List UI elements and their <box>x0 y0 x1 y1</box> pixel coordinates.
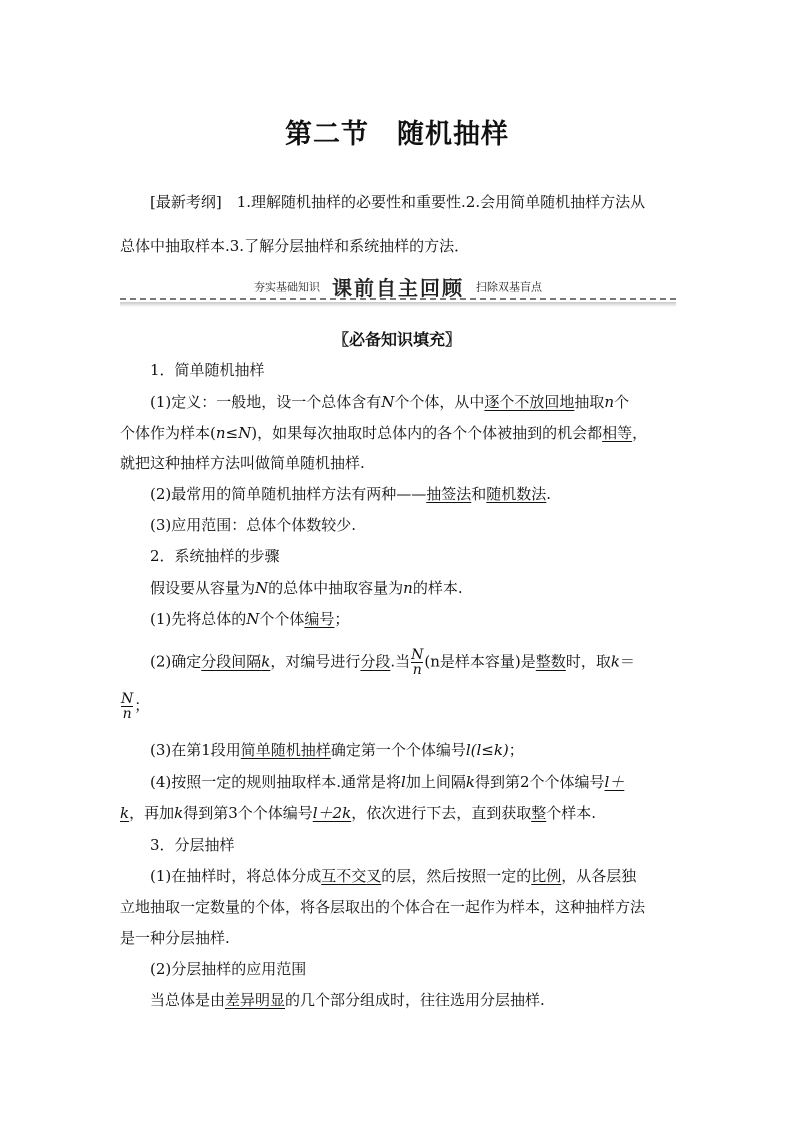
s1-p2: (2)最常用的简单随机抽样方法有两种——抽签法和随机数法. <box>150 485 552 503</box>
s3-p1-line3: 是一种分层抽样. <box>120 929 230 947</box>
s3-p3: 当总体是由差异明显的几个部分组成时，往往选用分层抽样. <box>150 991 545 1009</box>
s3-p1-line1: (1)在抽样时，将总体分成互不交叉的层，然后按照一定的比例，从各层独 <box>150 867 637 885</box>
banner-left: 夯实基础知识 <box>254 280 320 294</box>
s2-step4-line2: k，再加k得到第3个个体编号l＋2k，依次进行下去，直到获取整个样本. <box>120 804 596 822</box>
s3-heading: 3．分层抽样 <box>150 836 235 854</box>
section-banner <box>120 272 676 300</box>
s2-step3: (3)在第1段用简单随机抽样确定第一个个体编号l(l≤k)； <box>150 741 524 759</box>
box-title-text: 必备知识填充 <box>348 330 445 349</box>
s2-step2-line2: $\frac{N}{n}$ ； <box>121 691 150 722</box>
page-title <box>0 112 794 151</box>
s2-step1: (1)先将总体的N个个体编号； <box>150 610 350 628</box>
banner-shadow <box>120 302 676 307</box>
s1-p1-line1: (1)定义：一般地，设一个总体含有N个个体，从中逐个不放回地抽取n个 <box>150 393 630 411</box>
fraction-N-over-n: $\frac{N}{n}$ <box>411 647 424 678</box>
s1-heading: 1．简单随机抽样 <box>150 361 265 379</box>
section-number: 第二节 <box>285 119 369 150</box>
knowledge-box-title <box>0 327 794 350</box>
s1-p1-line2: 个体作为样本(n≤N)，如果每次抽取时总体内的各个个体被抽到的机会都相等， <box>120 424 648 442</box>
bracket-open: 〖 <box>332 330 349 349</box>
s3-p1-line2: 立地抽取一定数量的个体，将各层取出的个体合在一起作为样本，这种抽样方法 <box>120 898 646 916</box>
outline-line-2: 总体中抽取样本.3.了解分层抽样和系统抽样的方法． <box>120 237 470 255</box>
s1-p3: (3)应用范围：总体个体数较少. <box>150 516 357 534</box>
outline-line-1: [最新考纲] 1.理解随机抽样的必要性和重要性.2.会用简单随机抽样方法从 <box>150 193 646 211</box>
s1-p1-line3: 就把这种抽样方法叫做简单随机抽样. <box>120 454 365 472</box>
banner-center: 课前自主回顾 <box>332 276 464 300</box>
fraction-N-over-n-2: $\frac{N}{n}$ <box>121 691 134 722</box>
s2-step4-line1: (4)按照一定的规则抽取样本.通常是将l加上间隔k得到第2个个体编号l＋ <box>150 773 625 791</box>
s2-step2-line1: (2)确定分段间隔k，对编号进行分段.当 $\frac{N}{n}$ (n是样本容量)是整数时，取k＝ <box>150 647 635 678</box>
s2-heading: 2．系统抽样的步骤 <box>150 547 280 565</box>
banner-right: 扫除双基盲点 <box>476 280 542 294</box>
bracket-close: 〗 <box>445 330 462 349</box>
section-topic: 随机抽样 <box>397 119 509 150</box>
banner-divider <box>120 298 676 300</box>
s3-p2: (2)分层抽样的应用范围 <box>150 960 307 978</box>
s2-intro: 假设要从容量为N的总体中抽取容量为n的样本. <box>150 579 463 597</box>
